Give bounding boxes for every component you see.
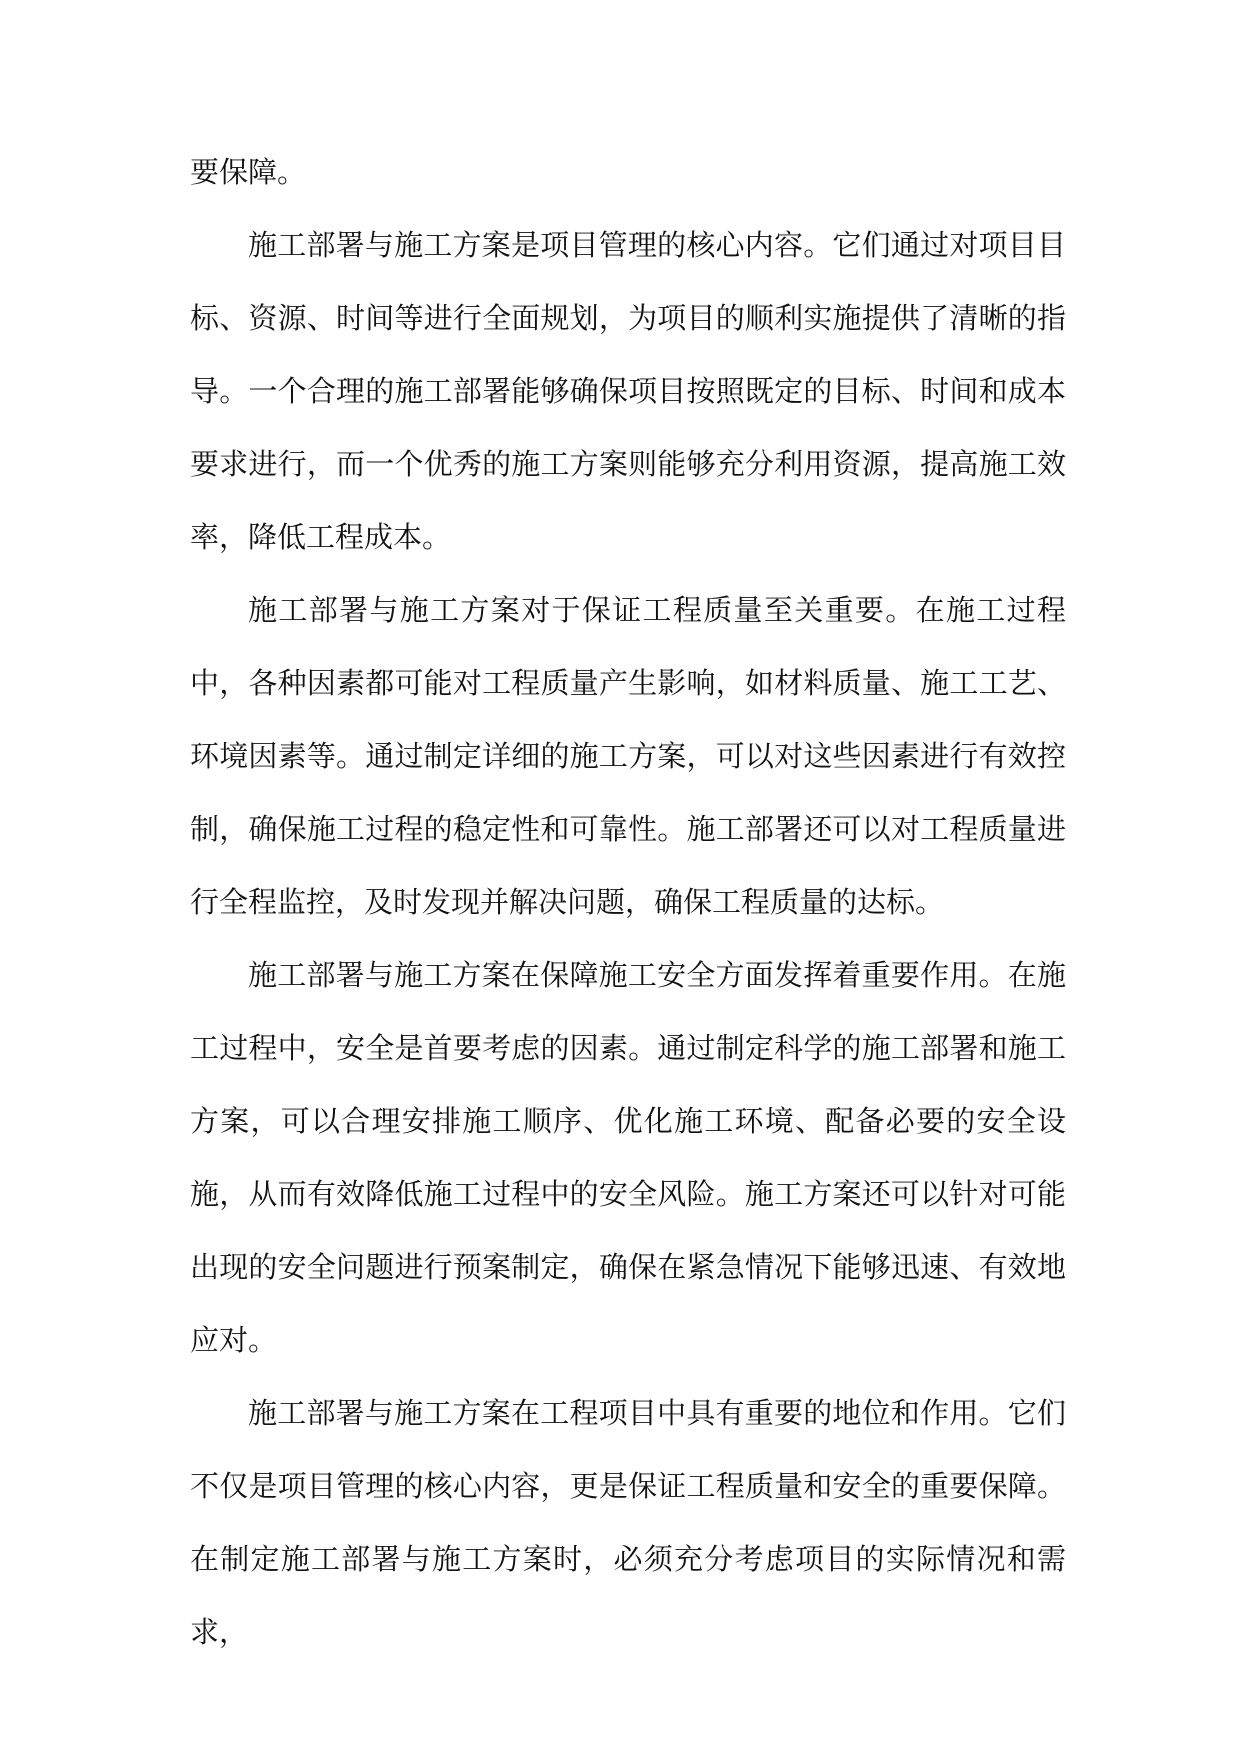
paragraph-construction-safety: 施工部署与施工方案在保障施工安全方面发挥着重要作用。在施工过程中，安全是首要考虑的因素。通过制定科学的施工部署和施工方案，可以合理安排施工顺序、优化施工环境、配备必要的安全设施，从而有效降低施工过程中的安全风险。施工方案还可以针对可能出现的安全问题进行预案制定，确保在紧急情况下能够迅速、有效地应对。 [190, 958, 1066, 1357]
body-text [190, 136, 1066, 1669]
paragraph-continuation: 要保障。 [190, 155, 307, 189]
paragraph-project-management: 施工部署与施工方案是项目管理的核心内容。它们通过对项目目标、资源、时间等进行全面规划，为项目的顺利实施提供了清晰的指导。一个合理的施工部署能够确保项目按照既定的目标、时间和成本要求进行，而一个优秀的施工方案则能够充分利用资源，提高施工效率，降低工程成本。 [190, 228, 1066, 554]
paragraph-quality-assurance: 施工部署与施工方案对于保证工程质量至关重要。在施工过程中，各种因素都可能对工程质量产生影响，如材料质量、施工工艺、环境因素等。通过制定详细的施工方案，可以对这些因素进行有效控制，确保施工过程的稳定性和可靠性。施工部署还可以对工程质量进行全程监控，及时发现并解决问题，确保工程质量的达标。 [190, 593, 1066, 919]
paragraph-summary: 施工部署与施工方案在工程项目中具有重要的地位和作用。它们不仅是项目管理的核心内容，更是保证工程质量和安全的重要保障。在制定施工部署与施工方案时，必须充分考虑项目的实际情况和需求， [190, 1396, 1066, 1649]
